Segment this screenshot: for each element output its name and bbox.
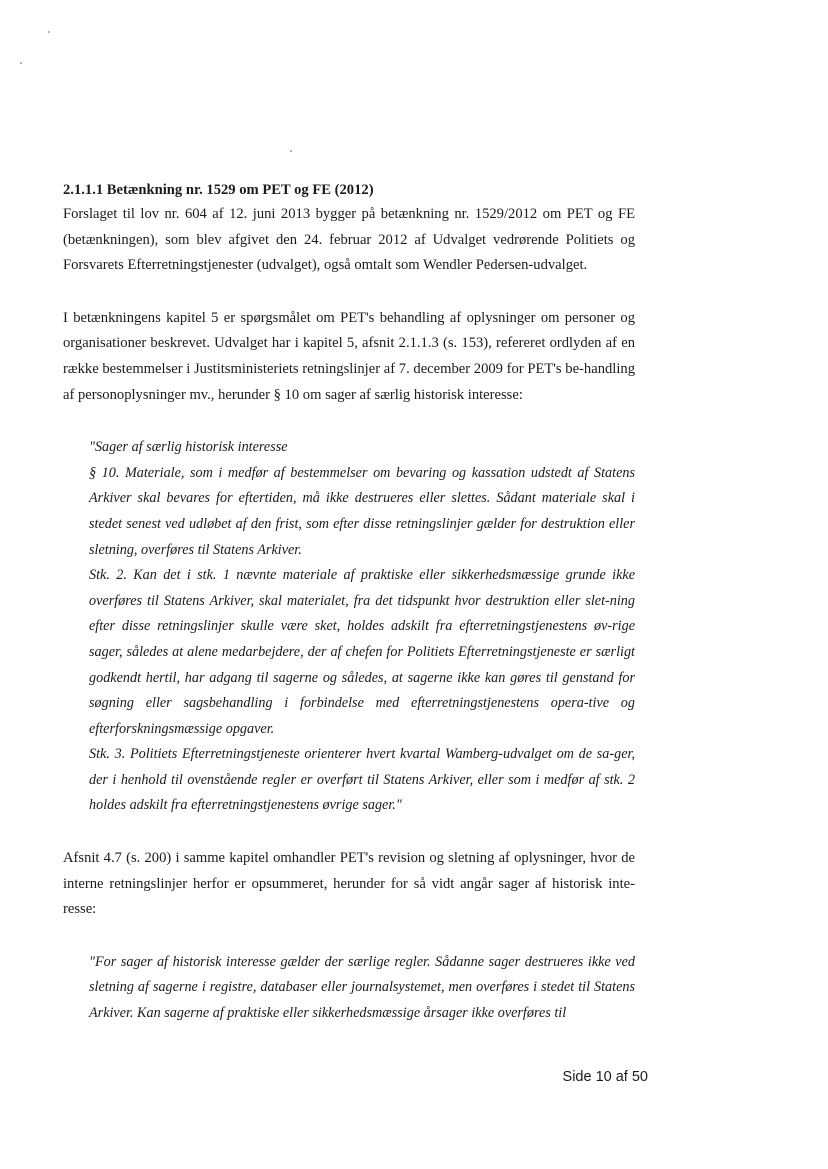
paragraph-gap	[63, 923, 635, 950]
intro-paragraph: Forslaget til lov nr. 604 af 12. juni 2013 bygger på betænkning nr. 1529/2012 om PET og FE (betænkningen), som blev afgivet den 24. februar 2012 af Udvalget vedrørende Politiets og Forsvarets Efterretningstjenester (udvalget), også omtalt som Wendler Pedersen-udvalget.	[63, 206, 635, 274]
scan-speck	[48, 31, 50, 33]
scan-speck	[290, 150, 292, 152]
quote-stk-2: Stk. 2. Kan det i stk. 1 nævnte materiale af praktiske eller sikkerhedsmæssige grunde ikke overføres til Statens Arkiver, skal materialet, fra det tidspunkt hvor destruktion eller slet-ning efter disse retningslinjer skulle være sket, holdes adskilt fra efterretningstjenestens øv-rige sager, således at alene medarbejdere, der af chefen for Politiets Efterretningstjeneste er særligt godkendt hertil, har adgang til sagerne og således, at sagerne ikke kan gøres til genstand for søgning eller sagsbehandling i forbindelse med efterretningstjenestens opera-tive og efterforskningsmæssige opgaver.	[89, 567, 635, 737]
guidelines-quote	[89, 435, 635, 819]
historical-interest-quote	[89, 950, 635, 1027]
chapter5-paragraph: I betænkningens kapitel 5 er spørgsmålet om PET's behandling af oplysninger om personer og organisationer beskrevet. Udvalget har i kapitel 5, afsnit 2.1.1.3 (s. 153), refereret ordlyden af en række bestemmelser i Justitsministeriets retningslinjer af 7. december 2009 for PET's be-handling af personoplysninger mv., herunder § 10 om sager af særlig historisk interesse:	[63, 309, 635, 403]
paragraph-gap	[63, 408, 635, 435]
document-page	[63, 180, 635, 1027]
section-heading: 2.1.1.1 Betænkning nr. 1529 om PET og FE (2012)	[63, 182, 374, 198]
quote-stk-3: Stk. 3. Politiets Efterretningstjeneste orienterer hvert kvartal Wamberg-udvalget om de sa-ger, der i henhold til ovenstående regler er overført til Statens Arkiver, eller som i medfør af stk. 2 holdes adskilt fra efterretningstjenestens øvrige sager."	[89, 746, 635, 814]
quote-text: "For sager af historisk interesse gælder der særlige regler. Sådanne sager destrueres ikke ved sletning af sagerne i registre, databaser eller journalsystemet, men overføres i stedet til Statens Arkiver. Kan sagerne af praktiske eller sikkerhedsmæssige årsager ikke overføres til	[89, 953, 635, 1022]
paragraph-gap	[63, 819, 635, 846]
paragraph-gap	[63, 279, 635, 306]
page-number: Side 10 af 50	[562, 1069, 648, 1085]
scan-speck	[20, 62, 22, 64]
quote-section-10: § 10. Materiale, som i medfør af bestemmelser om bevaring og kassation udstedt af Statens Arkiver skal bevares for eftertiden, må ikke destrueres eller slettes. Sådant materiale skal i stedet senest ved udløbet af den frist, som efter disse retningslinjer gælder for destruktion eller sletning, overføres til Statens Arkiver.	[89, 464, 635, 558]
quote-title: "Sager af særlig historisk interesse	[89, 439, 288, 456]
section-4-7-paragraph: Afsnit 4.7 (s. 200) i samme kapitel omhandler PET's revision og sletning af oplysninger, hvor de interne retningslinjer herfor er opsummeret, herunder for så vidt angår sager af historisk inte-resse:	[63, 850, 635, 918]
